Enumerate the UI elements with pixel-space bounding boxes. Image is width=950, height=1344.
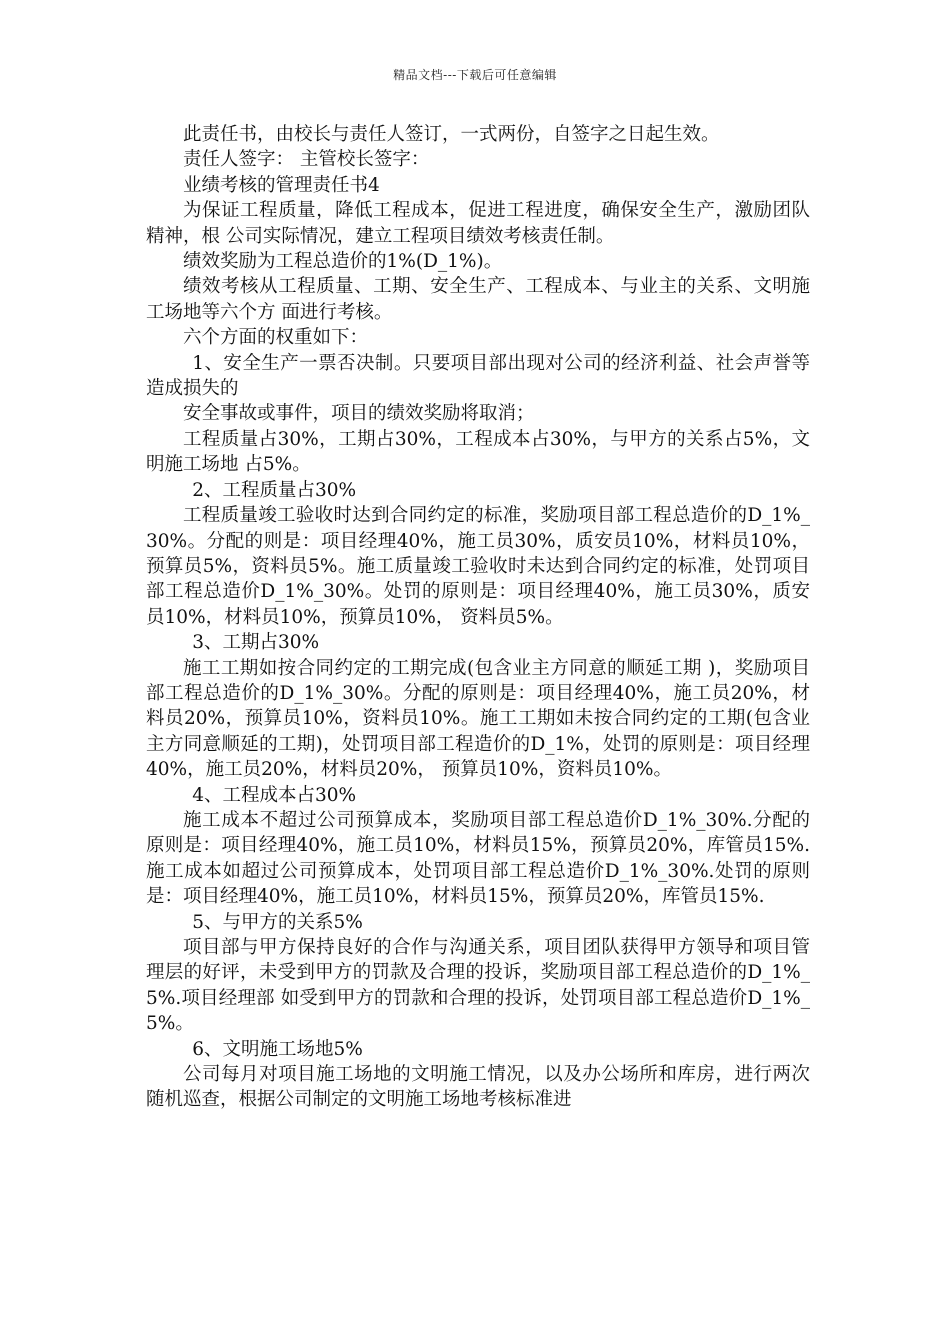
page-header: 精品文档---下载后可任意编辑 — [393, 68, 557, 82]
paragraph-reward-rate: 绩效奖励为工程总造价的1%(D_1%)。 — [183, 251, 503, 273]
paragraph-weights-intro: 六个方面的权重如下： — [183, 327, 369, 349]
paragraph-quality-detail: 工程质量竣工验收时达到合同约定的标准，奖励项目部工程总造价的D_1%_30%。分配的则是：项目经理40%，施工员30%，质安员10%，材料员10%，预算员5%，资料员5%。施工质量竣工验收时未达到合同约定的标准，处罚项目部工程总造价D_1%_30%。处罚的原则是：项目经理40%，施工员30%，质安员10%，材料员10%，预算员10%， 资料员5%。 — [146, 505, 810, 628]
paragraph-signing: 此责任书，由校长与责任人签订，一式两份，自签字之日起生效。 — [183, 124, 720, 145]
paragraph-site-detail: 公司每月对项目施工场地的文明施工情况，以及办公场所和库房，进行两次随机巡查，根据公司制定的文明施工场地考核标准进 — [146, 1064, 810, 1111]
paragraph-client-detail: 项目部与甲方保持良好的合作与沟通关系，项目团队获得甲方领导和项目管理层的好评，未受到甲方的罚款及合理的投诉，奖励项目部工程总造价的D_1%_5%.项目经理部 如受到甲方的罚款和合理的投诉，处罚项目部工程总造价D_1%_5%。 — [146, 937, 810, 1035]
paragraph-schedule-detail: 施工工期如按合同约定的工期完成(包含业主方同意的顺延工期 )，奖励项目部工程总造价的D_1%_30%。分配的原则是：项目经理40%，施工员20%，材料员20%，预算员10%，资料员10%。施工工期如未按合同约定的工期(包含业主方同意顺延的工期)，处罚项目部工程造价的D_1%，处罚的原则是：项目经理40%，施工员20%，材料员20%， 预算员10%，资料员10%。 — [146, 657, 810, 781]
item-heading-client: 5、与甲方的关系5% — [192, 911, 363, 933]
item-heading-schedule: 3、工期占30% — [192, 632, 320, 654]
item-heading-quality: 2、工程质量占30% — [192, 479, 357, 501]
document-body — [146, 122, 810, 1113]
item-heading-cost: 4、工程成本占30% — [192, 784, 357, 806]
paragraph-cost-detail: 施工成本不超过公司预算成本，奖励项目部工程总造价D_1%_30%.分配的原则是：项目经理40%，施工员10%，材料员15%，预算员20%，库管员15%.施工成本如超过公司预算成本，处罚项目部工程总造价D_1%_30%.处罚的原则是：项目经理40%，施工员10%，材料员15%，预算员20%，库管员15%. — [146, 809, 810, 908]
item-heading-safety: 1、安全生产一票否决制。只要项目部出现对公司的经济利益、社会声誉等造成损失的 — [146, 352, 810, 400]
paragraph-assessment-scope: 绩效考核从工程质量、工期、安全生产、工程成本、与业主的关系、文明施工场地等六个方 面进行考核。 — [146, 276, 810, 323]
paragraph-purpose: 为保证工程质量，降低工程成本，促进工程进度，确保安全生产，激励团队精神，根 公司实际情况，建立工程项目绩效考核责任制。 — [146, 200, 810, 247]
item-heading-site: 6、文明施工场地5% — [192, 1038, 363, 1060]
paragraph-signatures: 责任人签字： 主管校长签字： — [183, 149, 430, 171]
paragraph-weights: 工程质量占30%，工期占30%，工程成本占30%，与甲方的关系占5%，文明施工场地 占5%。 — [146, 428, 810, 476]
paragraph-safety-detail: 安全事故或事件，项目的绩效奖励将取消； — [183, 403, 535, 425]
section-title: 业绩考核的管理责任书4 — [183, 174, 380, 196]
